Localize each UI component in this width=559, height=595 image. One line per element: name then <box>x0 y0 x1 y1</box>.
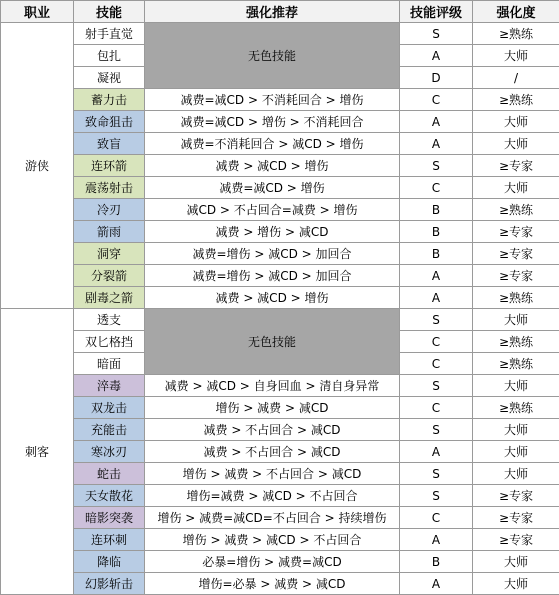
level-cell: 大师 <box>473 441 559 463</box>
skill-cell: 连环刺 <box>74 529 145 551</box>
rating-cell: S <box>400 309 473 331</box>
rating-cell: A <box>400 529 473 551</box>
rating-cell: C <box>400 331 473 353</box>
recommend-cell: 减费 > 减CD > 增伤 <box>145 287 400 309</box>
no-color-skill-cell: 无色技能 <box>145 23 400 89</box>
level-cell: ≥专家 <box>473 485 559 507</box>
table-row <box>1 243 559 265</box>
skill-cell: 分裂箭 <box>74 265 145 287</box>
rating-cell: A <box>400 441 473 463</box>
table-row <box>1 287 559 309</box>
table-row <box>1 551 559 573</box>
skill-cell: 幻影斩击 <box>74 573 145 595</box>
table-row <box>1 529 559 551</box>
header-row <box>1 1 559 23</box>
level-cell: 大师 <box>473 177 559 199</box>
no-color-skill-cell: 无色技能 <box>145 309 400 375</box>
skill-cell: 剧毒之箭 <box>74 287 145 309</box>
table-row <box>1 463 559 485</box>
rating-cell: A <box>400 45 473 67</box>
recommend-cell: 减费=增伤 > 减CD > 加回合 <box>145 265 400 287</box>
rating-cell: S <box>400 23 473 45</box>
recommend-cell: 减费 > 减CD > 增伤 <box>145 155 400 177</box>
skill-cell: 透支 <box>74 309 145 331</box>
level-cell: ≥专家 <box>473 529 559 551</box>
skill-cell: 寒冰刃 <box>74 441 145 463</box>
table-row <box>1 309 559 331</box>
table-row <box>1 419 559 441</box>
recommend-cell: 增伤 > 减费 > 不占回合 > 减CD <box>145 463 400 485</box>
rating-cell: C <box>400 177 473 199</box>
skill-cell: 连环箭 <box>74 155 145 177</box>
recommend-cell: 减CD > 不占回合=减费 > 增伤 <box>145 199 400 221</box>
header-level: 强化度 <box>473 1 559 23</box>
rating-cell: B <box>400 551 473 573</box>
recommend-cell: 增伤 > 减费=减CD=不占回合 > 持续增伤 <box>145 507 400 529</box>
header-rating: 技能评级 <box>400 1 473 23</box>
table-row <box>1 221 559 243</box>
table-row <box>1 177 559 199</box>
table-row <box>1 573 559 595</box>
rating-cell: A <box>400 111 473 133</box>
rating-cell: C <box>400 89 473 111</box>
level-cell: ≥熟练 <box>473 287 559 309</box>
skill-cell: 天女散花 <box>74 485 145 507</box>
level-cell: 大师 <box>473 111 559 133</box>
skill-cell: 暗面 <box>74 353 145 375</box>
table-row <box>1 89 559 111</box>
table-row <box>1 199 559 221</box>
header-job: 职业 <box>1 1 74 23</box>
skill-cell: 洞穿 <box>74 243 145 265</box>
table-row <box>1 155 559 177</box>
skill-cell: 暗影突袭 <box>74 507 145 529</box>
rating-cell: A <box>400 133 473 155</box>
table-row <box>1 507 559 529</box>
level-cell: ≥熟练 <box>473 353 559 375</box>
skill-cell: 蛇击 <box>74 463 145 485</box>
table-row <box>1 375 559 397</box>
job-cell: 刺客 <box>1 309 74 595</box>
table-row <box>1 397 559 419</box>
level-cell: ≥熟练 <box>473 23 559 45</box>
rating-cell: S <box>400 485 473 507</box>
rating-cell: A <box>400 573 473 595</box>
rating-cell: S <box>400 419 473 441</box>
table-row <box>1 485 559 507</box>
level-cell: 大师 <box>473 419 559 441</box>
rating-cell: B <box>400 221 473 243</box>
recommend-cell: 增伤 > 减费 > 减CD > 不占回合 <box>145 529 400 551</box>
header-recommend: 强化推荐 <box>145 1 400 23</box>
level-cell: ≥熟练 <box>473 199 559 221</box>
skill-cell: 降临 <box>74 551 145 573</box>
level-cell: 大师 <box>473 309 559 331</box>
recommend-cell: 减费=减CD > 不消耗回合 > 增伤 <box>145 89 400 111</box>
level-cell: / <box>473 67 559 89</box>
table-row <box>1 441 559 463</box>
recommend-cell: 减费=减CD > 增伤 > 不消耗回合 <box>145 111 400 133</box>
skill-cell: 蓄力击 <box>74 89 145 111</box>
rating-cell: A <box>400 287 473 309</box>
level-cell: ≥专家 <box>473 221 559 243</box>
table-body <box>1 23 559 595</box>
header-skill: 技能 <box>74 1 145 23</box>
table-row <box>1 265 559 287</box>
level-cell: ≥熟练 <box>473 397 559 419</box>
skill-cell: 包扎 <box>74 45 145 67</box>
skill-cell: 充能击 <box>74 419 145 441</box>
level-cell: 大师 <box>473 375 559 397</box>
rating-cell: D <box>400 67 473 89</box>
rating-cell: S <box>400 375 473 397</box>
recommend-cell: 减费 > 增伤 > 减CD <box>145 221 400 243</box>
recommend-cell: 增伤=必暴 > 减费 > 减CD <box>145 573 400 595</box>
skill-cell: 双龙击 <box>74 397 145 419</box>
skill-cell: 震荡射击 <box>74 177 145 199</box>
skill-cell: 致盲 <box>74 133 145 155</box>
level-cell: 大师 <box>473 133 559 155</box>
skill-cell: 射手直觉 <box>74 23 145 45</box>
table-row <box>1 133 559 155</box>
rating-cell: B <box>400 243 473 265</box>
table-row <box>1 23 559 45</box>
skill-cell: 淬毒 <box>74 375 145 397</box>
rating-cell: A <box>400 265 473 287</box>
level-cell: ≥熟练 <box>473 331 559 353</box>
skill-cell: 致命狙击 <box>74 111 145 133</box>
recommend-cell: 减费 > 减CD > 自身回血 > 清自身异常 <box>145 375 400 397</box>
skill-cell: 箭雨 <box>74 221 145 243</box>
level-cell: ≥专家 <box>473 243 559 265</box>
level-cell: 大师 <box>473 45 559 67</box>
rating-cell: S <box>400 463 473 485</box>
skill-cell: 凝视 <box>74 67 145 89</box>
rating-cell: C <box>400 397 473 419</box>
recommend-cell: 减费 > 不占回合 > 减CD <box>145 441 400 463</box>
level-cell: 大师 <box>473 551 559 573</box>
table-row <box>1 111 559 133</box>
recommend-cell: 必暴=增伤 > 减费=减CD <box>145 551 400 573</box>
rating-cell: C <box>400 507 473 529</box>
skill-cell: 冷刃 <box>74 199 145 221</box>
recommend-cell: 增伤 > 减费 > 减CD <box>145 397 400 419</box>
recommend-cell: 增伤=减费 > 减CD > 不占回合 <box>145 485 400 507</box>
level-cell: ≥熟练 <box>473 89 559 111</box>
recommend-cell: 减费=不消耗回合 > 减CD > 增伤 <box>145 133 400 155</box>
level-cell: ≥专家 <box>473 265 559 287</box>
rating-cell: S <box>400 155 473 177</box>
level-cell: 大师 <box>473 573 559 595</box>
recommend-cell: 减费 > 不占回合 > 减CD <box>145 419 400 441</box>
level-cell: ≥专家 <box>473 507 559 529</box>
job-cell: 游侠 <box>1 23 74 309</box>
recommend-cell: 减费=增伤 > 减CD > 加回合 <box>145 243 400 265</box>
rating-cell: C <box>400 353 473 375</box>
rating-cell: B <box>400 199 473 221</box>
level-cell: 大师 <box>473 463 559 485</box>
recommend-cell: 减费=减CD > 增伤 <box>145 177 400 199</box>
level-cell: ≥专家 <box>473 155 559 177</box>
skill-cell: 双匕格挡 <box>74 331 145 353</box>
